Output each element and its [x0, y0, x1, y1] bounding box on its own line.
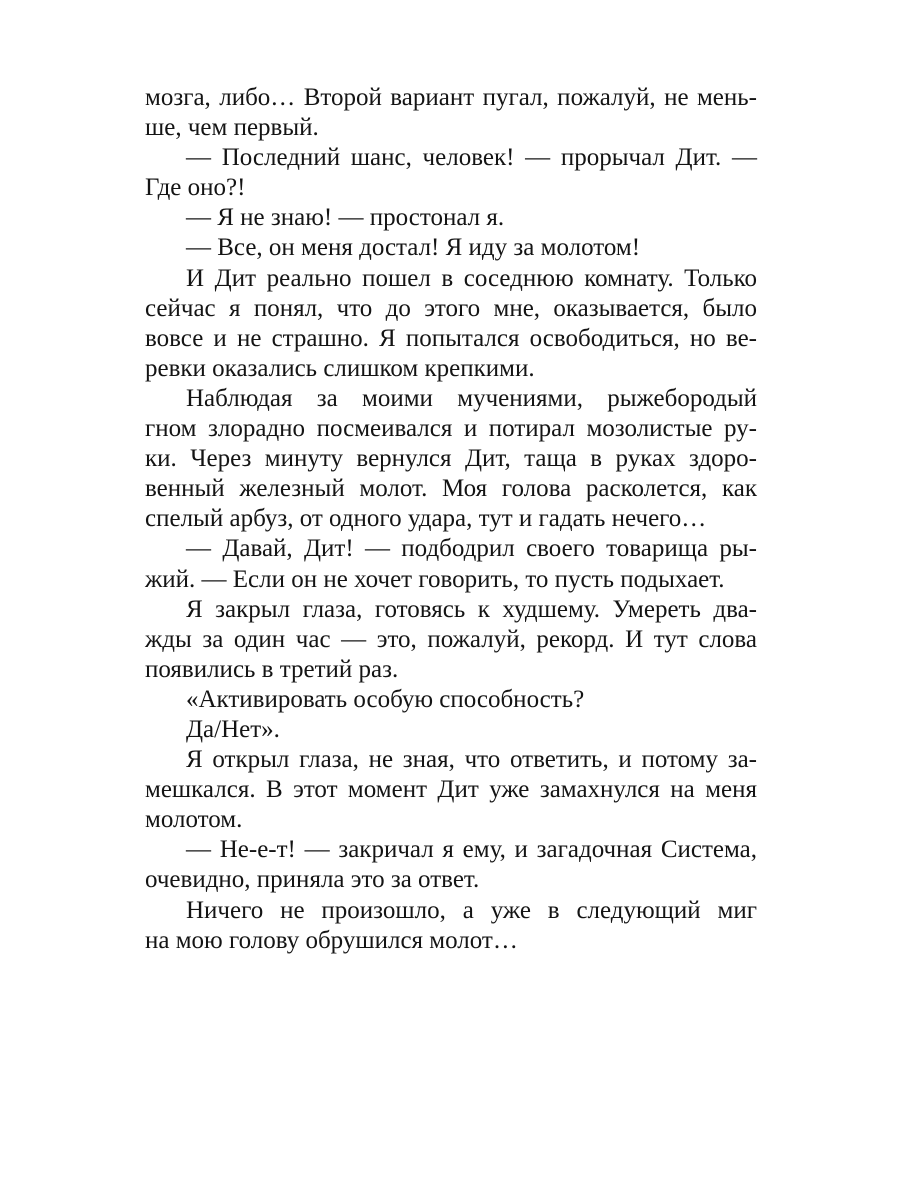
text-line: очевидно, приняла это за ответ. [145, 866, 480, 894]
text-line: вовсе и не страшно. Я попытался освободиться, но ве- [145, 324, 757, 352]
book-page-text [145, 83, 757, 956]
text-line: Наблюдая за моими мучениями, рыжебородый [186, 384, 757, 412]
text-line: мозга, либо… Второй вариант пугал, пожалуй, не мень- [145, 84, 757, 111]
text-line: ше, чем первый. [145, 114, 319, 142]
text-line: на мою голову обрушился молот… [145, 926, 518, 954]
text-line: гном злорадно посмеивался и потирал мозолистые ру- [145, 415, 757, 443]
text-line: Я открыл глаза, не зная, что ответить, и потому за- [186, 746, 757, 774]
text-line: «Активировать особую способность? [186, 685, 585, 713]
text-line: ревки оказались слишком крепкими. [145, 354, 535, 382]
text-line: Я закрыл глаза, готовясь к худшему. Умереть два- [186, 595, 757, 623]
text-line: Да/Нет». [186, 715, 280, 743]
text-line: появились в третий раз. [145, 655, 399, 683]
text-line: ки. Через минуту вернулся Дит, таща в руках здоро- [145, 445, 757, 473]
text-line: Ничего не произошло, а уже в следующий миг [186, 896, 757, 924]
text-line: — Последний шанс, человек! — прорычал Дит. — [186, 144, 757, 172]
text-line: — Все, он меня достал! Я иду за молотом! [186, 234, 641, 262]
text-line: — Давай, Дит! — подбодрил своего товарища ры- [186, 535, 757, 563]
text-line: мешкался. В этот момент Дит уже замахнулся на меня [145, 776, 757, 804]
text-line: И Дит реально пошел в соседнюю комнату. Только [186, 264, 757, 292]
text-line: Где оно?! [145, 174, 246, 202]
text-line: венный железный молот. Моя голова расколется, как [145, 475, 757, 503]
text-line: спелый арбуз, от одного удара, тут и гадать нечего… [145, 505, 707, 533]
text-line: — Не-е-т! — закричал я ему, и загадочная Система, [186, 836, 757, 864]
text-line: жий. — Если он не хочет говорить, то пусть подыхает. [145, 565, 725, 593]
text-line: жды за один час — это, пожалуй, рекорд. И тут слова [145, 625, 757, 653]
text-line: — Я не знаю! — простонал я. [186, 204, 505, 232]
text-line: сейчас я понял, что до этого мне, оказывается, было [145, 294, 757, 322]
text-line: молотом. [145, 806, 243, 834]
